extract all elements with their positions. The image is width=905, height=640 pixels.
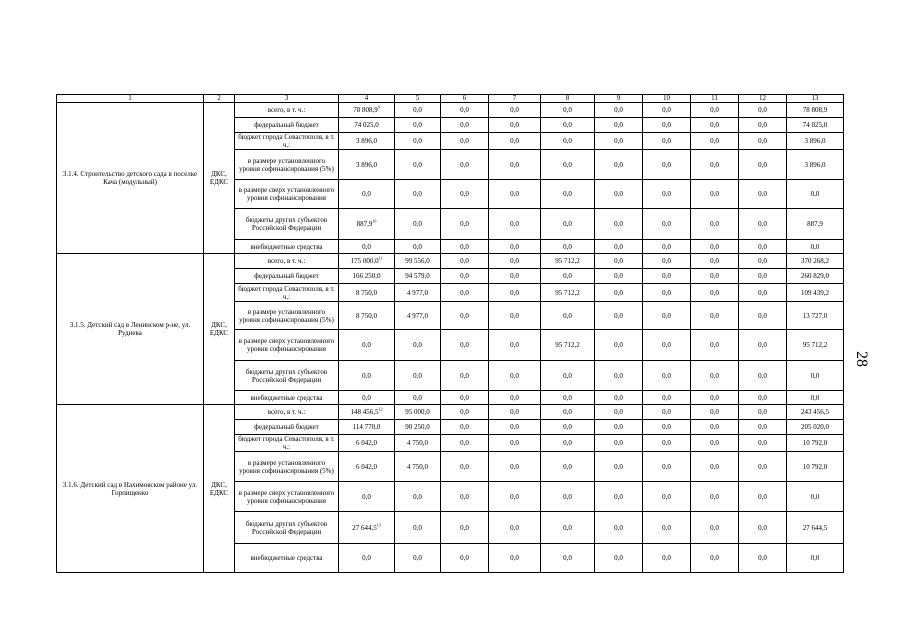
value-cell: 0,0: [441, 361, 489, 391]
value-cell: 0,0: [691, 405, 739, 420]
value-cell: 90 250,0: [395, 420, 441, 435]
value-cell: 0,0: [787, 240, 844, 254]
value-cell: 0,0: [441, 512, 489, 544]
value-cell: 0,0: [395, 361, 441, 391]
table-row: [57, 103, 844, 118]
value-cell: 0,0: [441, 420, 489, 435]
column-number-row: [57, 95, 844, 103]
column-number-3: 3: [235, 95, 339, 103]
value-cell: 27 644,5: [787, 512, 844, 544]
funding-source-label: внебюджетные средства: [235, 391, 339, 405]
value-cell: 0,0: [643, 391, 691, 405]
value-cell: 0,0: [395, 544, 441, 573]
value-cell: 3 896,0: [787, 150, 844, 180]
column-number-10: 10: [643, 95, 691, 103]
value-cell: 0,0: [395, 330, 441, 361]
value-cell: 0,0: [739, 209, 787, 240]
value-cell: 0,0: [541, 452, 595, 482]
value-cell: 0,0: [489, 361, 541, 391]
value-cell: 0,0: [339, 544, 395, 573]
value-cell: 0,0: [395, 391, 441, 405]
value-cell: 0,0: [643, 103, 691, 118]
value-cell: 0,0: [643, 512, 691, 544]
value-cell: 0,0: [691, 103, 739, 118]
funding-source-label: в размере сверх установленного уровня софинансирования: [235, 482, 339, 512]
value-cell: 0,0: [739, 254, 787, 269]
value-cell: 0,0: [691, 361, 739, 391]
value-cell: 0,0: [441, 330, 489, 361]
value-cell: 0,0: [787, 361, 844, 391]
funding-source-label: в размере сверх установленного уровня софинансирования: [235, 180, 339, 209]
value-cell: 0,0: [643, 482, 691, 512]
value-cell: 6 042,0: [339, 452, 395, 482]
table-row: [57, 405, 844, 420]
value-cell: 95 000,0: [395, 405, 441, 420]
value-cell: 10 792,0: [787, 435, 844, 452]
value-cell: 0,0: [541, 240, 595, 254]
value-cell: 0,0: [441, 284, 489, 302]
value-cell: 0,0: [489, 302, 541, 330]
value-cell: 887,9: [787, 209, 844, 240]
value-cell: 0,0: [787, 482, 844, 512]
value-cell: 0,0: [595, 452, 643, 482]
value-cell: 0,0: [541, 180, 595, 209]
value-cell: 0,0: [595, 269, 643, 284]
value-cell: 0,0: [739, 118, 787, 133]
value-cell: 0,0: [643, 405, 691, 420]
value-cell: 0,0: [643, 420, 691, 435]
budget-table: [56, 94, 844, 573]
value-cell: 0,0: [489, 180, 541, 209]
value-cell: 0,0: [541, 512, 595, 544]
footnote-marker: 10: [372, 218, 377, 224]
column-number-11: 11: [691, 95, 739, 103]
value-cell: 0,0: [739, 103, 787, 118]
value-cell: 4 977,0: [395, 302, 441, 330]
value-cell: 3 896,0: [787, 133, 844, 150]
value-cell: 0,0: [395, 133, 441, 150]
value-cell: 0,0: [739, 452, 787, 482]
responsible-executor: ДКС, ЕДКС: [204, 254, 235, 405]
value-cell: 0,0: [541, 118, 595, 133]
value-cell: 0,0: [595, 330, 643, 361]
value-cell: 0,0: [739, 361, 787, 391]
value-cell: 74 025,0: [787, 118, 844, 133]
value-cell: 0,0: [441, 391, 489, 405]
value-cell: [339, 254, 395, 269]
value-cell: 0,0: [691, 435, 739, 452]
value-cell: 0,0: [489, 103, 541, 118]
value-cell: 0,0: [595, 118, 643, 133]
funding-source-label: внебюджетные средства: [235, 240, 339, 254]
value-cell: 0,0: [595, 420, 643, 435]
value-cell: 95 712,2: [787, 330, 844, 361]
value-cell: 0,0: [595, 209, 643, 240]
value-cell: 4 750,0: [395, 435, 441, 452]
value-cell: 0,0: [395, 150, 441, 180]
footnote-marker: 9: [377, 104, 380, 110]
value-cell: 0,0: [541, 544, 595, 573]
value-cell: 0,0: [395, 180, 441, 209]
value-cell: 3 896,0: [339, 133, 395, 150]
column-number-1: 1: [57, 95, 204, 103]
value-cell: 0,0: [787, 391, 844, 405]
responsible-executor: ДКС, ЕДКС: [204, 405, 235, 573]
funding-source-label: в размере установленного уровня софинансирования (5%): [235, 452, 339, 482]
value-cell: 0,0: [489, 420, 541, 435]
value-cell: 0,0: [441, 269, 489, 284]
value-cell: 0,0: [541, 103, 595, 118]
value-cell: 0,0: [395, 209, 441, 240]
table-body: [57, 95, 844, 573]
value-cell: 0,0: [541, 405, 595, 420]
value-cell: 260 829,0: [787, 269, 844, 284]
value-text: 27 644,5: [352, 523, 377, 532]
value-cell: 0,0: [739, 420, 787, 435]
value-cell: 8 750,0: [339, 302, 395, 330]
value-cell: 0,0: [489, 391, 541, 405]
value-cell: 0,0: [691, 284, 739, 302]
value-cell: 0,0: [739, 330, 787, 361]
value-cell: 0,0: [541, 302, 595, 330]
value-cell: 0,0: [787, 180, 844, 209]
value-cell: 0,0: [691, 544, 739, 573]
value-cell: 0,0: [691, 240, 739, 254]
column-number-2: 2: [204, 95, 235, 103]
value-cell: 0,0: [739, 269, 787, 284]
value-cell: 0,0: [595, 482, 643, 512]
value-cell: 0,0: [739, 405, 787, 420]
value-cell: 0,0: [489, 330, 541, 361]
value-cell: 0,0: [595, 544, 643, 573]
value-text: 175 000,0: [350, 257, 379, 265]
column-number-6: 6: [441, 95, 489, 103]
value-cell: 0,0: [739, 482, 787, 512]
value-cell: 0,0: [643, 118, 691, 133]
column-number-12: 12: [739, 95, 787, 103]
value-cell: 0,0: [441, 180, 489, 209]
value-cell: 0,0: [595, 284, 643, 302]
value-cell: 0,0: [489, 405, 541, 420]
value-cell: 0,0: [441, 452, 489, 482]
value-cell: [339, 103, 395, 118]
value-cell: 243 456,5: [787, 405, 844, 420]
value-cell: 0,0: [643, 209, 691, 240]
value-cell: 0,0: [339, 240, 395, 254]
value-cell: 0,0: [739, 512, 787, 544]
value-cell: 0,0: [489, 435, 541, 452]
value-cell: 0,0: [643, 240, 691, 254]
value-cell: 0,0: [339, 391, 395, 405]
table-row: [57, 254, 844, 269]
value-cell: 95 712,2: [541, 254, 595, 269]
value-cell: 0,0: [643, 133, 691, 150]
value-cell: 0,0: [595, 405, 643, 420]
funding-source-label: в размере установленного уровня софинансирования (5%): [235, 150, 339, 180]
value-cell: 0,0: [595, 254, 643, 269]
funding-source-label: бюджет города Севастополя, в т. ч.:: [235, 284, 339, 302]
value-cell: 0,0: [643, 269, 691, 284]
value-cell: 0,0: [595, 391, 643, 405]
value-cell: [339, 405, 395, 420]
value-cell: 0,0: [395, 103, 441, 118]
value-cell: 0,0: [643, 284, 691, 302]
value-cell: 0,0: [441, 482, 489, 512]
value-cell: 0,0: [489, 284, 541, 302]
value-cell: 10 792,0: [787, 452, 844, 482]
value-cell: 0,0: [691, 391, 739, 405]
value-cell: 0,0: [691, 133, 739, 150]
value-cell: 0,0: [441, 133, 489, 150]
column-number-13: 13: [787, 95, 844, 103]
value-cell: 0,0: [441, 254, 489, 269]
footnote-marker: 12: [378, 406, 383, 412]
value-cell: 0,0: [691, 330, 739, 361]
value-cell: 0,0: [395, 118, 441, 133]
funding-source-label: федеральный бюджет: [235, 269, 339, 284]
value-cell: 0,0: [595, 133, 643, 150]
value-cell: 0,0: [489, 133, 541, 150]
value-cell: 0,0: [595, 240, 643, 254]
value-cell: 0,0: [339, 361, 395, 391]
page-number: 28: [853, 351, 870, 367]
column-number-9: 9: [595, 95, 643, 103]
value-cell: 0,0: [739, 180, 787, 209]
value-cell: 0,0: [691, 302, 739, 330]
value-cell: 0,0: [643, 435, 691, 452]
value-cell: 0,0: [691, 452, 739, 482]
value-cell: 114 770,0: [339, 420, 395, 435]
value-cell: 74 025,0: [339, 118, 395, 133]
value-cell: 0,0: [541, 361, 595, 391]
value-cell: 0,0: [395, 482, 441, 512]
value-cell: 0,0: [787, 544, 844, 573]
value-cell: 0,0: [595, 180, 643, 209]
value-cell: 370 268,2: [787, 254, 844, 269]
value-cell: 0,0: [541, 133, 595, 150]
value-cell: 0,0: [441, 118, 489, 133]
value-cell: 0,0: [643, 180, 691, 209]
value-cell: 0,0: [489, 240, 541, 254]
funding-source-label: федеральный бюджет: [235, 420, 339, 435]
value-cell: 0,0: [489, 482, 541, 512]
value-cell: 0,0: [441, 150, 489, 180]
value-cell: 0,0: [691, 482, 739, 512]
value-cell: 0,0: [441, 544, 489, 573]
funding-source-label: федеральный бюджет: [235, 118, 339, 133]
value-cell: 205 020,0: [787, 420, 844, 435]
value-text: 887,9: [356, 220, 373, 228]
value-cell: 95 712,2: [541, 330, 595, 361]
value-cell: 0,0: [441, 302, 489, 330]
value-cell: 0,0: [739, 302, 787, 330]
value-cell: 0,0: [441, 103, 489, 118]
value-cell: 0,0: [739, 435, 787, 452]
funding-source-label: бюджеты других субъектов Российской Федерации: [235, 512, 339, 544]
value-cell: 0,0: [541, 435, 595, 452]
value-cell: 166 250,0: [339, 269, 395, 284]
value-cell: 0,0: [541, 150, 595, 180]
value-text: 148 456,5: [350, 408, 379, 416]
value-cell: 0,0: [595, 512, 643, 544]
value-cell: 0,0: [489, 544, 541, 573]
value-cell: 0,0: [339, 330, 395, 361]
value-cell: 0,0: [643, 544, 691, 573]
value-cell: 0,0: [595, 361, 643, 391]
value-cell: 78 808,9: [787, 103, 844, 118]
funding-source-label: всего, в т. ч.:: [235, 103, 339, 118]
value-cell: 0,0: [489, 118, 541, 133]
value-cell: 0,0: [441, 209, 489, 240]
value-cell: [339, 209, 395, 240]
value-cell: 0,0: [643, 330, 691, 361]
value-cell: 0,0: [541, 269, 595, 284]
value-cell: 0,0: [489, 209, 541, 240]
value-cell: 3 896,0: [339, 150, 395, 180]
value-cell: 0,0: [595, 302, 643, 330]
funding-source-label: в размере установленного уровня софинансирования (5%): [235, 302, 339, 330]
value-cell: 0,0: [643, 254, 691, 269]
value-cell: 0,0: [691, 150, 739, 180]
value-cell: 0,0: [691, 118, 739, 133]
value-cell: 0,0: [643, 452, 691, 482]
funding-source-label: всего, в т. ч.:: [235, 254, 339, 269]
value-cell: 0,0: [691, 420, 739, 435]
funding-source-label: в размере сверх установленного уровня софинансирования: [235, 330, 339, 361]
value-cell: 0,0: [691, 269, 739, 284]
value-cell: 0,0: [489, 254, 541, 269]
value-cell: 0,0: [739, 391, 787, 405]
value-cell: 0,0: [441, 240, 489, 254]
value-cell: 0,0: [739, 544, 787, 573]
footnote-marker: 13: [376, 522, 381, 528]
value-cell: 0,0: [441, 435, 489, 452]
value-cell: 0,0: [489, 452, 541, 482]
value-cell: 0,0: [595, 435, 643, 452]
measure-name: 3.1.6. Детский сад в Нахимовском районе ул. Горпищенко: [57, 405, 204, 573]
value-cell: 0,0: [395, 240, 441, 254]
value-cell: 0,0: [395, 512, 441, 544]
footnote-marker: 11: [378, 255, 383, 261]
value-cell: 0,0: [691, 254, 739, 269]
value-cell: 94 579,0: [395, 269, 441, 284]
funding-source-label: внебюджетные средства: [235, 544, 339, 573]
value-cell: 0,0: [691, 209, 739, 240]
value-cell: 4 977,0: [395, 284, 441, 302]
value-cell: 0,0: [643, 150, 691, 180]
funding-source-label: бюджеты других субъектов Российской Федерации: [235, 361, 339, 391]
column-number-7: 7: [489, 95, 541, 103]
responsible-executor: ДКС, ЕДКС: [204, 103, 235, 254]
value-cell: 0,0: [739, 150, 787, 180]
value-cell: 0,0: [441, 405, 489, 420]
value-cell: 0,0: [595, 150, 643, 180]
funding-source-label: бюджет города Севастополя, в т. ч.:: [235, 435, 339, 452]
value-cell: 0,0: [489, 512, 541, 544]
column-number-5: 5: [395, 95, 441, 103]
value-cell: 0,0: [739, 133, 787, 150]
value-cell: [339, 512, 395, 544]
value-cell: 95 712,2: [541, 284, 595, 302]
value-cell: 0,0: [691, 180, 739, 209]
value-cell: 0,0: [643, 302, 691, 330]
value-cell: 0,0: [489, 269, 541, 284]
funding-source-label: всего, в т. ч.:: [235, 405, 339, 420]
value-cell: 0,0: [541, 420, 595, 435]
measure-name: 3.1.4. Строительство детского сада в поселке Кача (модульный): [57, 103, 204, 254]
value-cell: 0,0: [739, 284, 787, 302]
funding-source-label: бюджеты других субъектов Российской Федерации: [235, 209, 339, 240]
value-cell: 0,0: [691, 512, 739, 544]
value-cell: 0,0: [541, 482, 595, 512]
value-cell: 0,0: [541, 209, 595, 240]
column-number-4: 4: [339, 95, 395, 103]
value-cell: 0,0: [739, 240, 787, 254]
value-cell: 0,0: [339, 180, 395, 209]
value-cell: 13 727,0: [787, 302, 844, 330]
value-cell: 99 556,0: [395, 254, 441, 269]
value-cell: 0,0: [489, 150, 541, 180]
column-number-8: 8: [541, 95, 595, 103]
value-cell: 109 439,2: [787, 284, 844, 302]
funding-source-label: бюджет города Севастополя, в т. ч.:: [235, 133, 339, 150]
value-cell: 0,0: [595, 103, 643, 118]
value-cell: 4 750,0: [395, 452, 441, 482]
value-cell: 0,0: [339, 482, 395, 512]
value-cell: 0,0: [541, 391, 595, 405]
value-cell: 0,0: [643, 361, 691, 391]
value-cell: 8 750,0: [339, 284, 395, 302]
measure-name: 3.1.5. Детский сад в Ленинском р-не, ул. Руднева: [57, 254, 204, 405]
value-text: 78 808,9: [353, 106, 378, 114]
value-cell: 6 042,0: [339, 435, 395, 452]
